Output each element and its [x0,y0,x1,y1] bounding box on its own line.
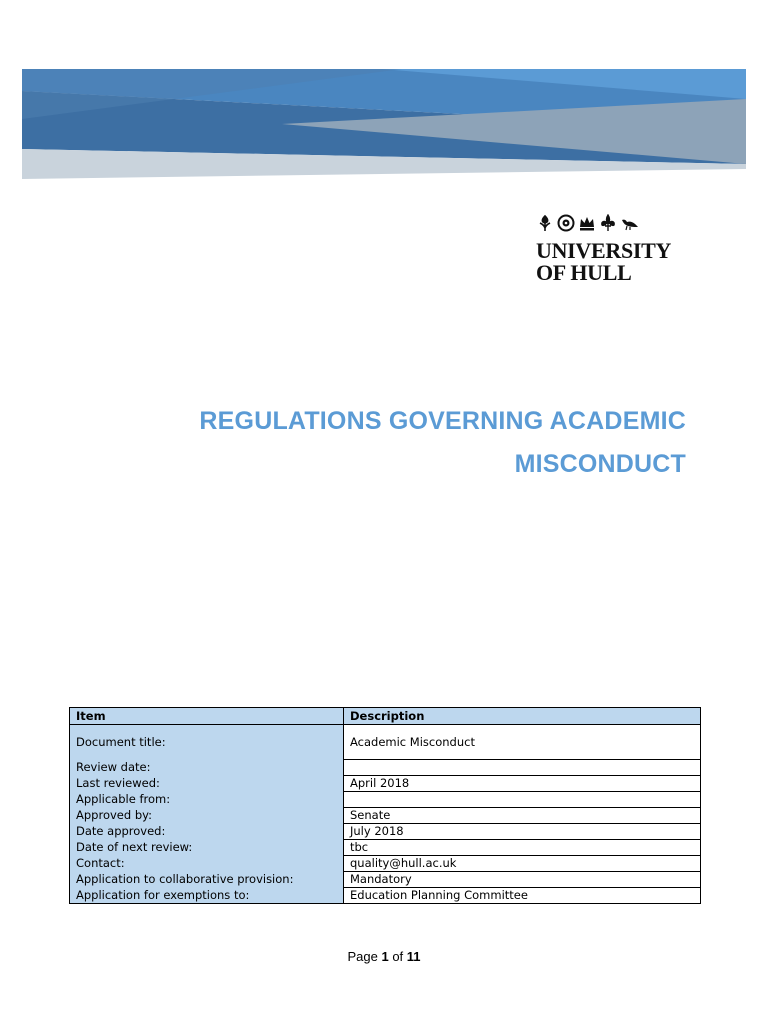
logo-text-university: UNIVERSITY [536,238,672,263]
bird-icon [620,214,640,232]
table-row [70,776,701,792]
row-item: Applicable from: [70,792,344,808]
row-description: tbc [344,840,701,856]
row-description: July 2018 [344,824,701,840]
row-description: April 2018 [344,776,701,792]
document-info-table [69,707,701,904]
row-item: Date of next review: [70,840,344,856]
row-description: quality@hull.ac.uk [344,856,701,872]
row-description: Education Planning Committee [344,888,701,904]
table-row [70,872,701,888]
row-item: Application for exemptions to: [70,888,344,904]
row-item: Review date: [70,760,344,776]
table-header-row [70,708,701,725]
row-item: Date approved: [70,824,344,840]
logo-text-of-hull: OF HULL [536,260,632,285]
row-description: Mandatory [344,872,701,888]
table-row [70,840,701,856]
row-description [344,792,701,808]
header-description: Description [344,708,701,725]
table-row [70,824,701,840]
document-title [126,400,686,486]
title-line-1: REGULATIONS GOVERNING ACADEMIC [199,407,686,435]
table-row [70,760,701,776]
tudor-rose-icon [557,214,575,232]
row-item: Document title: [70,725,344,760]
crown-icon [578,214,596,232]
header-banner [22,69,746,185]
row-description: Senate [344,808,701,824]
row-item: Approved by: [70,808,344,824]
header-item: Item [70,708,344,725]
crest-icons [536,213,640,233]
table-row [70,888,701,904]
page-prefix: Page [347,949,378,964]
title-line-2: MISCONDUCT [514,450,686,478]
university-logo [532,213,682,285]
row-item: Contact: [70,856,344,872]
table-row [70,725,701,760]
fleur-de-lis-icon [599,214,617,232]
row-description [344,760,701,776]
page-of: of [392,949,404,964]
page-total: 11 [406,949,421,964]
table-row [70,792,701,808]
row-description: Academic Misconduct [344,725,701,760]
row-item: Application to collaborative provision: [70,872,344,888]
table-row [70,856,701,872]
page-footer [0,949,768,964]
row-item: Last reviewed: [70,776,344,792]
page-current: 1 [381,949,389,964]
rose-icon [536,214,554,232]
table-row [70,808,701,824]
